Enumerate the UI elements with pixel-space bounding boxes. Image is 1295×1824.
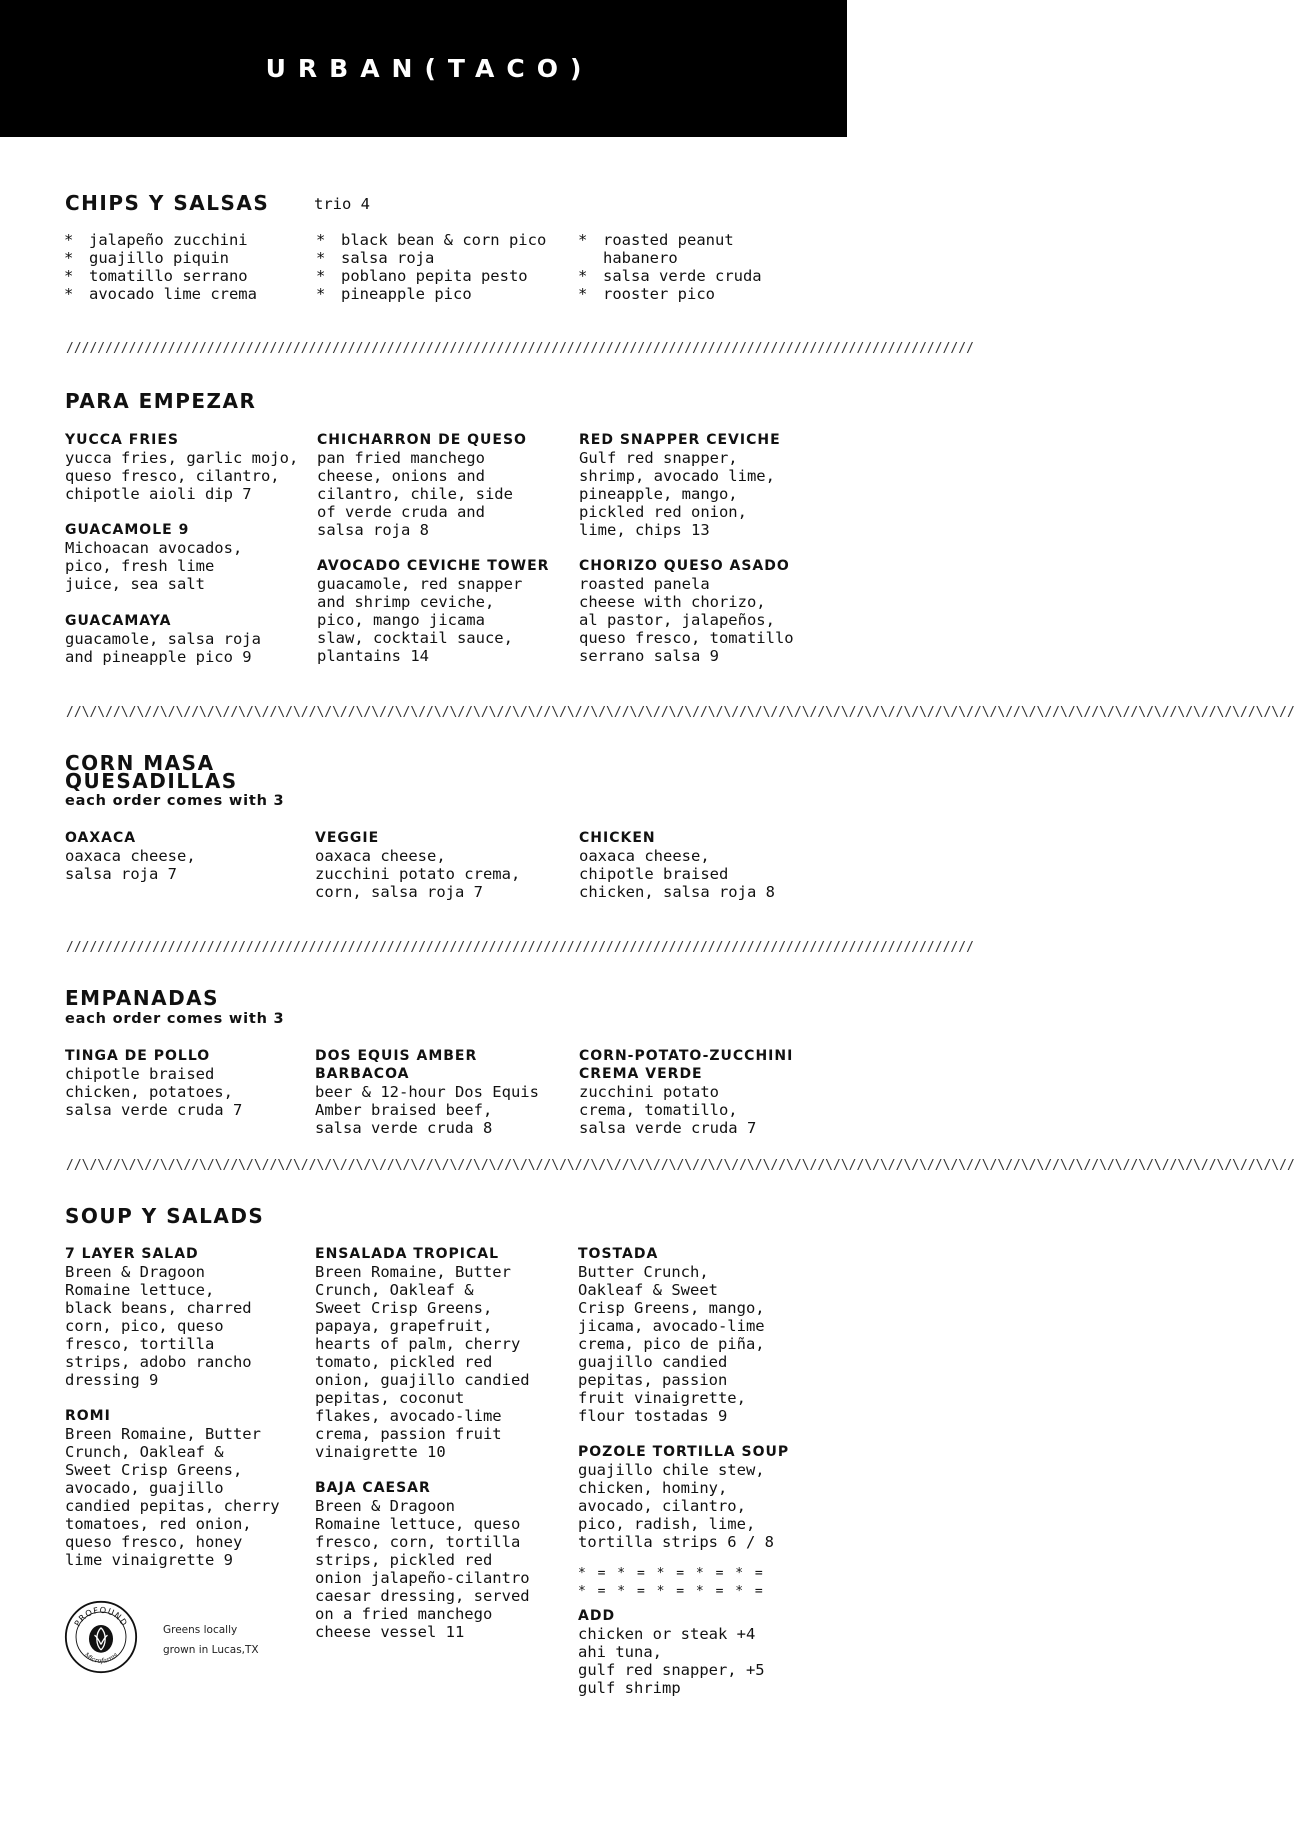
- item-name: AVOCADO CEVICHE TOWER: [317, 558, 550, 574]
- salsa-list-2: [316, 231, 576, 303]
- item-name: CHICHARRON DE QUESO: [317, 432, 527, 448]
- item-description: roasted panela cheese with chorizo, al pastor, jalapeños, queso fresco, tomatillo serrano salsa 9: [579, 575, 794, 665]
- salsa-item: * jalapeño zucchini: [64, 231, 248, 249]
- divider-slashes: ////////////////////////////////////////////////////////////////////////////////////////////////////////////////////: [66, 341, 974, 356]
- salsa-list-1: [64, 231, 304, 303]
- menu-item: [315, 1245, 530, 1461]
- svg-text:PROFOUND: PROFOUND: [72, 1604, 130, 1629]
- trio-price: trio 4: [314, 195, 370, 213]
- salsa-item: * guajillo piquin: [64, 249, 229, 267]
- item-description: Breen Romaine, Butter Crunch, Oakleaf & Sweet Crisp Greens, papaya, grapefruit, hearts of palm, cherry tomato, pickled red onion, guajillo candied pepitas, coconut flakes, avocado-lime crema, passion fruit vinaigrette 10: [315, 1263, 530, 1461]
- profound-microfarms-logo: [64, 1600, 138, 1674]
- menu-item: [315, 1047, 539, 1137]
- add-ons: [578, 1607, 765, 1697]
- item-description: Gulf red snapper, shrimp, avocado lime, pineapple, mango, pickled red onion, lime, chips 13: [579, 449, 775, 539]
- item-name: YUCCA FRIES: [65, 432, 179, 448]
- item-name: OAXACA: [65, 830, 137, 846]
- item-description: Butter Crunch, Oakleaf & Sweet Crisp Greens, mango, jicama, avocado-lime crema, pico de piña, guajillo candied pepitas, passion fruit vinaigrette, flour tostadas 9: [578, 1263, 765, 1425]
- item-name: 7 LAYER SALAD: [65, 1246, 199, 1262]
- item-description: pan fried manchego cheese, onions and cilantro, chile, side of verde cruda and salsa roja 8: [317, 449, 513, 539]
- add-description: chicken or steak +4 ahi tuna, gulf red snapper, +5 gulf shrimp: [578, 1625, 765, 1697]
- section-subtitle: each order comes with 3: [65, 1011, 285, 1027]
- divider-zigzag: //\/\//\/\//\/\//\/\//\/\//\/\//\/\//\/\//\/\//\/\//\/\//\/\//\/\//\/\//\/\//\/\//\/\//\/\//\/\//\/\//\/\//\/\//\/\//\/\//\/\//\/\//\/\//\/\//\/\//\/\//\/\//: [66, 1158, 1295, 1173]
- salsa-item: * salsa roja: [316, 249, 435, 267]
- item-name: CORN-POTATO-ZUCCHINI CREMA VERDE: [579, 1048, 794, 1082]
- menu-item: [317, 431, 527, 539]
- item-description: zucchini potato crema, tomatillo, salsa verde cruda 7: [579, 1083, 757, 1137]
- brand-logo: URBAN(TACO): [265, 53, 594, 83]
- add-title: ADD: [578, 1608, 616, 1624]
- item-name: CHORIZO QUESO ASADO: [579, 558, 790, 574]
- section-title-empezar: PARA EMPEZAR: [65, 389, 257, 413]
- item-name: RED SNAPPER CEVICHE: [579, 432, 781, 448]
- menu-item: [579, 829, 775, 901]
- salsa-item: * rooster pico: [578, 285, 715, 303]
- item-description: oaxaca cheese, chipotle braised chicken, salsa roja 8: [579, 847, 775, 901]
- divider-slashes: ////////////////////////////////////////////////////////////////////////////////////////////////////////////////////: [66, 940, 974, 955]
- item-name: POZOLE TORTILLA SOUP: [578, 1444, 790, 1460]
- item-description: guacamole, red snapper and shrimp ceviche, pico, mango jicama slaw, cocktail sauce, plantains 14: [317, 575, 523, 665]
- menu-item: [578, 1245, 765, 1425]
- menu-item: [579, 1047, 793, 1137]
- item-description: Breen & Dragoon Romaine lettuce, queso fresco, corn, tortilla strips, pickled red onion jalapeño-cilantro caesar dressing, served on a fried manchego cheese vessel 11: [315, 1497, 530, 1641]
- item-name: BAJA CAESAR: [315, 1480, 431, 1496]
- item-name: VEGGIE: [315, 830, 380, 846]
- menu-item: [65, 1407, 280, 1569]
- menu-item: [65, 1245, 252, 1389]
- divider-zigzag: //\/\//\/\//\/\//\/\//\/\//\/\//\/\//\/\//\/\//\/\//\/\//\/\//\/\//\/\//\/\//\/\//\/\//\/\//\/\//\/\//\/\//\/\//\/\//\/\//\/\//\/\//\/\//\/\//\/\//\/\//\/\//: [66, 705, 1295, 720]
- item-description: Michoacan avocados, pico, fresh lime juice, sea salt: [65, 539, 243, 593]
- menu-item: [315, 1479, 530, 1641]
- greens-locally-note: Greens locally grown in Lucas,TX: [163, 1624, 259, 1656]
- salsa-item: * salsa verde cruda: [578, 267, 762, 285]
- section-subtitle: each order comes with 3: [65, 793, 285, 809]
- salsa-item: * avocado lime crema: [64, 285, 257, 303]
- section-title-chips: CHIPS Y SALSAS: [65, 191, 270, 215]
- menu-item: [315, 829, 520, 901]
- salsa-item: * roasted peanut habanero: [578, 231, 734, 267]
- item-description: yucca fries, garlic mojo, queso fresco, cilantro, chipotle aioli dip 7: [65, 449, 299, 503]
- menu-item: [579, 431, 781, 539]
- menu-item: [578, 1443, 789, 1551]
- menu-item: [65, 431, 298, 503]
- section-title-salads: SOUP Y SALADS: [65, 1204, 265, 1228]
- salsa-item: * poblano pepita pesto: [316, 267, 528, 285]
- item-description: Breen & Dragoon Romaine lettuce, black beans, charred corn, pico, queso fresco, tortilla strips, adobo rancho dressing 9: [65, 1263, 252, 1389]
- menu-item: [579, 557, 794, 665]
- section-title-empanadas: EMPANADAS: [65, 986, 220, 1010]
- item-name: TINGA DE POLLO: [65, 1048, 211, 1064]
- item-description: chipotle braised chicken, potatoes, salsa verde cruda 7: [65, 1065, 243, 1119]
- salsa-item: * tomatillo serrano: [64, 267, 248, 285]
- item-name: TOSTADA: [578, 1246, 659, 1262]
- salsa-list-3: [578, 231, 798, 303]
- salsa-item: * pineapple pico: [316, 285, 472, 303]
- item-description: oaxaca cheese, zucchini potato crema, corn, salsa roja 7: [315, 847, 521, 901]
- menu-item: [317, 557, 549, 665]
- decorative-stars: * = * = * = * = * =: [578, 1584, 765, 1599]
- item-name: ROMI: [65, 1408, 111, 1424]
- section-title-quesadillas: CORN MASA QUESADILLAS: [65, 751, 238, 793]
- menu-item: [65, 1047, 242, 1119]
- item-name: ENSALADA TROPICAL: [315, 1246, 500, 1262]
- menu-item: [65, 612, 261, 666]
- item-description: oaxaca cheese, salsa roja 7: [65, 847, 196, 883]
- item-description: beer & 12-hour Dos Equis Amber braised beef, salsa verde cruda 8: [315, 1083, 539, 1137]
- header-bar: [0, 0, 847, 137]
- menu-item: [65, 829, 196, 883]
- item-description: guajillo chile stew, chicken, hominy, avocado, cilantro, pico, radish, lime, tortilla strips 6 / 8: [578, 1461, 774, 1551]
- item-name: DOS EQUIS AMBER BARBACOA: [315, 1048, 478, 1082]
- item-name: CHICKEN: [579, 830, 656, 846]
- item-name: GUACAMOLE 9: [65, 522, 190, 538]
- item-description: Breen Romaine, Butter Crunch, Oakleaf & Sweet Crisp Greens, avocado, guajillo candied pepitas, cherry tomatoes, red onion, queso fresco, honey lime vinaigrette 9: [65, 1425, 280, 1569]
- salsa-item: * black bean & corn pico: [316, 231, 547, 249]
- item-name: GUACAMAYA: [65, 613, 172, 629]
- decorative-stars: * = * = * = * = * =: [578, 1566, 765, 1581]
- item-description: guacamole, salsa roja and pineapple pico 9: [65, 630, 261, 666]
- svg-text:Microfarms: Microfarms: [82, 1650, 120, 1665]
- menu-item: [65, 521, 242, 593]
